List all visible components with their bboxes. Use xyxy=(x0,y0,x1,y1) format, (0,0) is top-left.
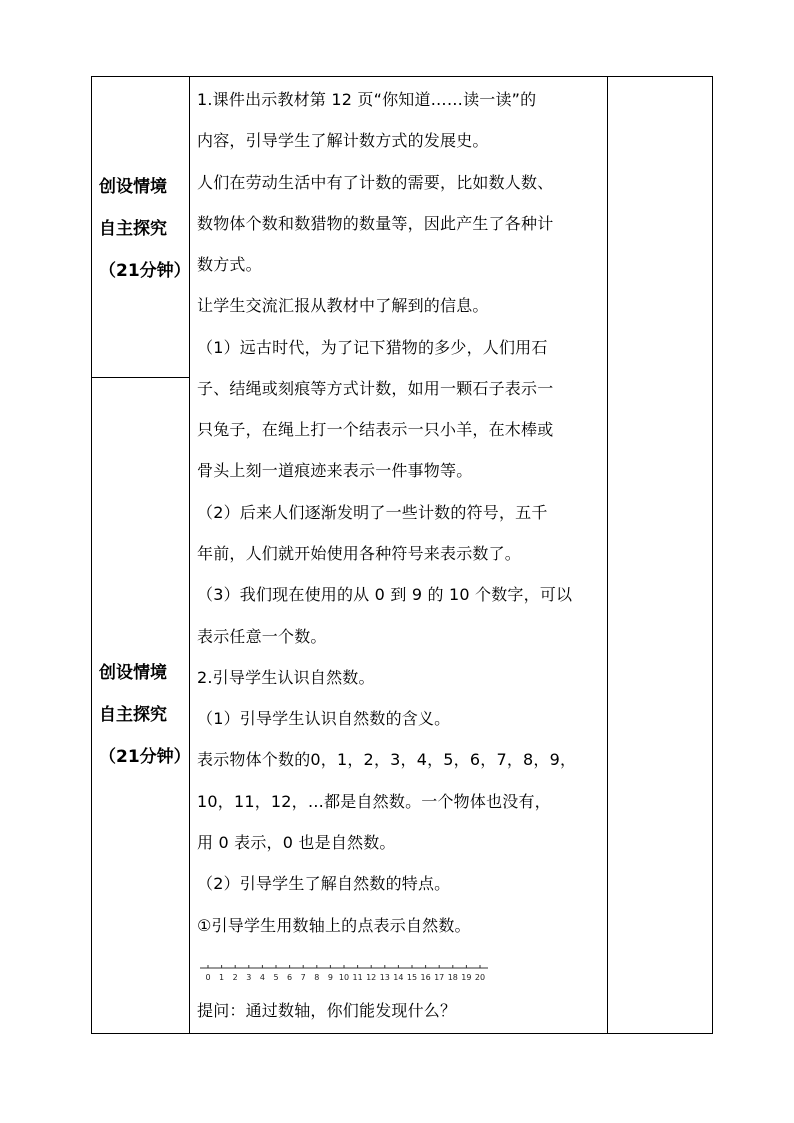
content-line: 骨头上刻一道痕迹来表示一件事物等。 xyxy=(197,461,473,480)
content-line: 2.引导学生认识自然数。 xyxy=(197,668,375,687)
number-line-svg xyxy=(200,961,490,985)
stage-label: 创设情境 xyxy=(99,177,167,197)
axis-tick-label: 10 xyxy=(338,973,350,982)
axis-tick-label: 16 xyxy=(420,973,431,982)
axis-tick-label: 13 xyxy=(379,973,390,982)
content-line: 10，11，12，…都是自然数。一个物体也没有， xyxy=(197,792,551,811)
content-line: 人们在劳动生活中有了计数的需要，比如数人数、 xyxy=(197,173,554,192)
axis-tick-label: 7 xyxy=(300,973,306,982)
axis-tick-label: 4 xyxy=(259,973,265,982)
content-line: （2）后来人们逐渐发明了一些计数的符号，五千 xyxy=(197,503,548,522)
content-line: （3）我们现在使用的从 0 到 9 的 10 个数字，可以 xyxy=(197,585,573,604)
axis-tick-label: 6 xyxy=(287,973,293,982)
stage-label: 自主探究 xyxy=(99,705,167,725)
table-bottom-border xyxy=(91,1033,713,1034)
axis-tick-label: 18 xyxy=(447,973,458,982)
left-column-divider xyxy=(91,377,189,378)
content-line: 只兔子，在绳上打一个结表示一只小羊，在木棒或 xyxy=(197,420,554,439)
axis-tick-label: 12 xyxy=(366,973,377,982)
content-line: （1）远古时代，为了记下猎物的多少，人们用石 xyxy=(197,338,548,357)
content-line: 年前，人们就开始使用各种符号来表示数了。 xyxy=(197,544,522,563)
table-column-separator-2 xyxy=(607,76,608,1034)
stage-label: 创设情境 xyxy=(99,663,167,683)
content-line: 表示物体个数的0，1，2，3，4，5，6，7，8，9， xyxy=(197,750,577,769)
content-line: 让学生交流汇报从教材中了解到的信息。 xyxy=(197,296,489,315)
axis-tick-label: 14 xyxy=(393,973,404,982)
content-line: ①引导学生用数轴上的点表示自然数。 xyxy=(197,916,471,935)
axis-tick-label: 8 xyxy=(314,973,320,982)
axis-tick-label: 20 xyxy=(474,973,486,982)
axis-tick-label: 15 xyxy=(406,973,418,982)
axis-tick-label: 2 xyxy=(232,973,238,982)
content-line: （1）引导学生认识自然数的含义。 xyxy=(197,709,451,728)
axis-tick-label: 17 xyxy=(434,973,445,982)
number-line xyxy=(200,961,490,985)
stage-label: 自主探究 xyxy=(99,219,167,239)
content-line: （2）引导学生了解自然数的特点。 xyxy=(197,874,451,893)
axis-tick-label: 1 xyxy=(219,973,225,982)
content-line: 1.课件出示教材第 12 页“你知道……读一读”的 xyxy=(197,90,537,109)
content-line: 数物体个数和数猎物的数量等，因此产生了各种计 xyxy=(197,214,554,233)
table-right-border xyxy=(712,76,713,1034)
content-line: 子、结绳或刻痕等方式计数，如用一颗石子表示一 xyxy=(197,379,554,398)
content-line: 内容，引导学生了解计数方式的发展史。 xyxy=(197,131,489,150)
axis-tick-label: 19 xyxy=(461,973,472,982)
table-top-border xyxy=(91,76,713,77)
axis-tick-label: 5 xyxy=(273,973,279,982)
axis-tick-label: 3 xyxy=(246,973,252,982)
table-left-border xyxy=(91,76,92,1034)
content-line: 表示任意一个数。 xyxy=(197,627,327,646)
content-line: 数方式。 xyxy=(197,255,262,274)
duration-label: （21分钟） xyxy=(99,747,191,767)
content-line: 用 0 表示，0 也是自然数。 xyxy=(197,833,396,852)
axis-tick-label: 0 xyxy=(205,973,211,982)
axis-tick-label: 11 xyxy=(352,973,363,982)
axis-tick-label: 9 xyxy=(327,973,333,982)
duration-label: （21分钟） xyxy=(99,261,191,281)
question-line: 提问：通过数轴，你们能发现什么？ xyxy=(197,1001,457,1020)
